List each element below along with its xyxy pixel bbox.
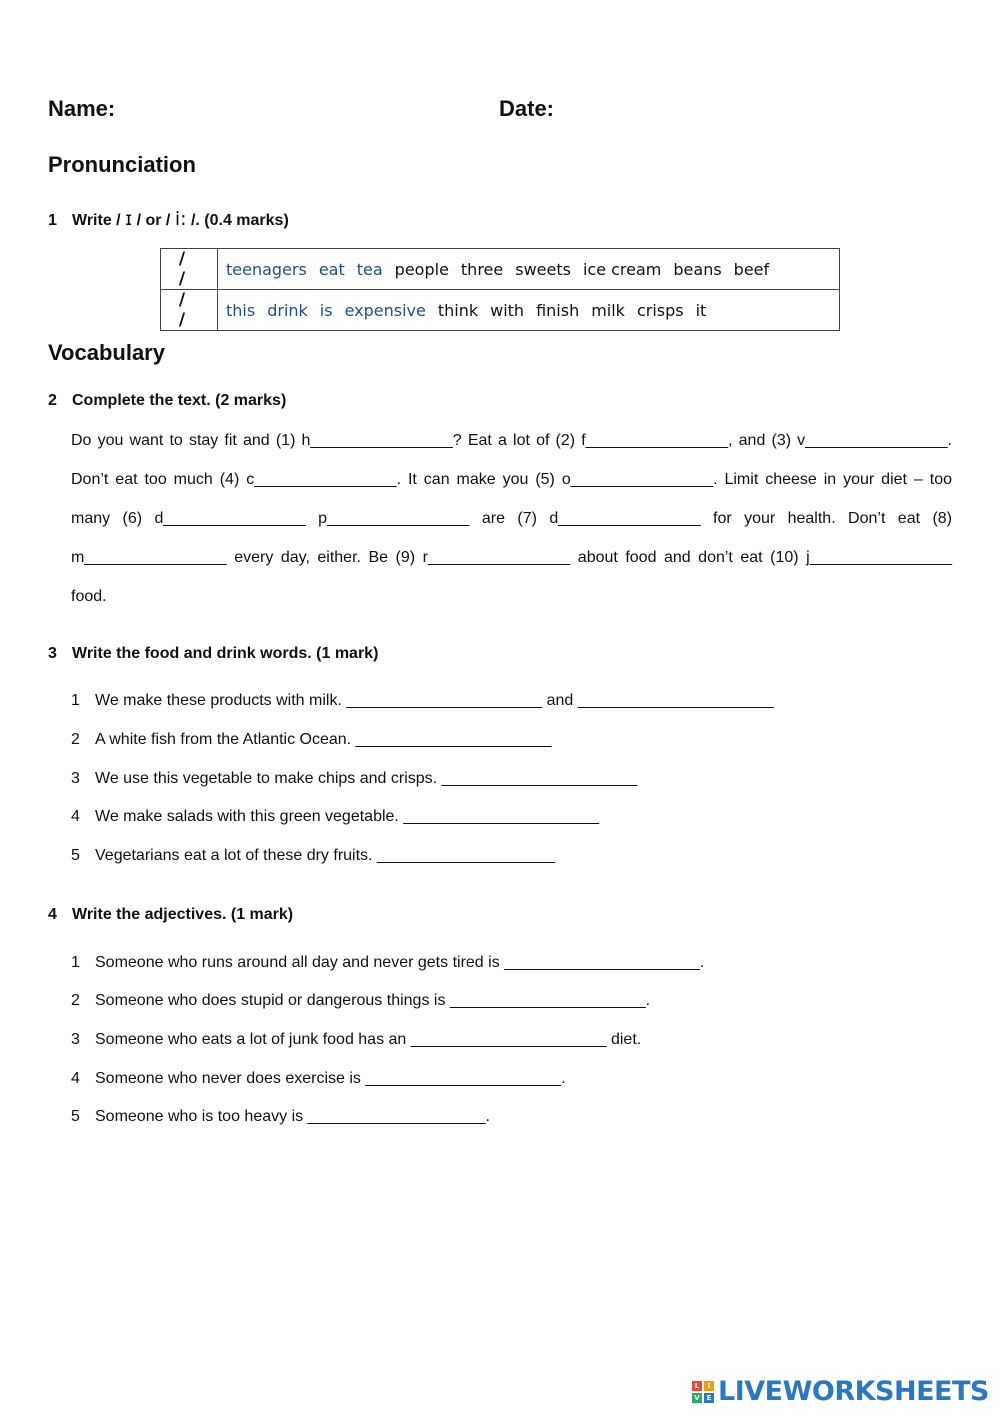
exercise-number: 1 — [48, 212, 57, 229]
example-word: is — [319, 300, 333, 320]
word[interactable]: crisps — [636, 300, 684, 320]
logo-square: E — [704, 1393, 714, 1403]
sound-answer-cell[interactable]: / / — [161, 290, 218, 331]
logo-square: I — [704, 1381, 714, 1391]
word[interactable]: people — [394, 259, 449, 279]
logo-grid-icon — [692, 1381, 714, 1403]
logo-square: L — [692, 1381, 702, 1391]
table-row — [161, 249, 840, 290]
logo-square: V — [692, 1393, 702, 1403]
text-line: Don’t eat too much (4) c________________. It can make you (5) o________________. Limit cheese in your diet – too — [71, 471, 952, 488]
word[interactable]: milk — [591, 300, 625, 320]
word[interactable]: sweets — [515, 259, 571, 279]
word[interactable]: think — [437, 300, 479, 320]
text-line: m________________ every day, either. Be (9) r________________ about food and don’t eat (10) j________________ — [71, 549, 952, 566]
list-item: 5 Vegetarians eat a lot of these dry fruits. ____________________ — [71, 847, 555, 864]
section-pronunciation: Pronunciation — [48, 152, 196, 177]
word-list-cell — [218, 249, 840, 290]
example-word: this — [226, 300, 256, 320]
list-item: 2 Someone who does stupid or dangerous things is ______________________. — [71, 992, 651, 1009]
example-word: tea — [356, 259, 383, 279]
list-item: 1 We make these products with milk. ______________________ and ______________________ — [71, 692, 774, 709]
list-item: 4 Someone who never does exercise is ______________________. — [71, 1070, 566, 1087]
exercise-2-text — [71, 421, 952, 616]
ipa-short-i: ɪ — [125, 208, 133, 230]
word-list-cell — [218, 290, 840, 331]
word[interactable]: three — [460, 259, 504, 279]
example-word: drink — [267, 300, 308, 320]
list-item: 5 Someone who is too heavy is ____________________. — [71, 1108, 490, 1125]
example-word: teenagers — [226, 259, 307, 279]
exercise-3-title: 3 Write the food and drink words. (1 mark) — [48, 645, 379, 662]
list-item: 1 Someone who runs around all day and never gets tired is ______________________. — [71, 954, 705, 971]
text-line: food. — [71, 588, 107, 605]
liveworksheets-logo[interactable] — [692, 1376, 989, 1407]
word[interactable]: it — [695, 300, 707, 320]
word[interactable]: beans — [673, 259, 722, 279]
word[interactable]: beef — [733, 259, 770, 279]
text-line: Do you want to stay fit and (1) h________________? Eat a lot of (2) f________________, and (3) v________________. — [71, 432, 952, 449]
ipa-long-i: i: — [174, 208, 187, 230]
logo-text: LIVEWORKSHEETS — [718, 1376, 989, 1407]
example-word: eat — [318, 259, 345, 279]
section-vocabulary: Vocabulary — [48, 340, 165, 365]
exercise-2-title: 2 Complete the text. (2 marks) — [48, 392, 287, 409]
list-item: 2 A white fish from the Atlantic Ocean. ______________________ — [71, 731, 552, 748]
list-item: 3 Someone who eats a lot of junk food has an ______________________ diet. — [71, 1031, 642, 1048]
list-item: 4 We make salads with this green vegetable. ______________________ — [71, 808, 600, 825]
pronunciation-table — [160, 248, 840, 331]
exercise-1-title: 1 Write / ɪ / or / i: /. (0.4 marks) — [48, 208, 289, 230]
table-row — [161, 290, 840, 331]
exercise-4-title: 4 Write the adjectives. (1 mark) — [48, 906, 294, 923]
date-label: Date: — [499, 96, 555, 121]
name-label: Name: — [48, 96, 116, 121]
text-line: many (6) d________________ p________________ are (7) d________________ for your health. Don’t eat (8) — [71, 510, 952, 527]
sound-answer-cell[interactable]: / / — [161, 249, 218, 290]
example-word: expensive — [344, 300, 426, 320]
list-item: 3 We use this vegetable to make chips and crisps. ______________________ — [71, 770, 638, 787]
word[interactable]: ice cream — [582, 259, 662, 279]
word[interactable]: with — [490, 300, 525, 320]
word[interactable]: finish — [536, 300, 580, 320]
